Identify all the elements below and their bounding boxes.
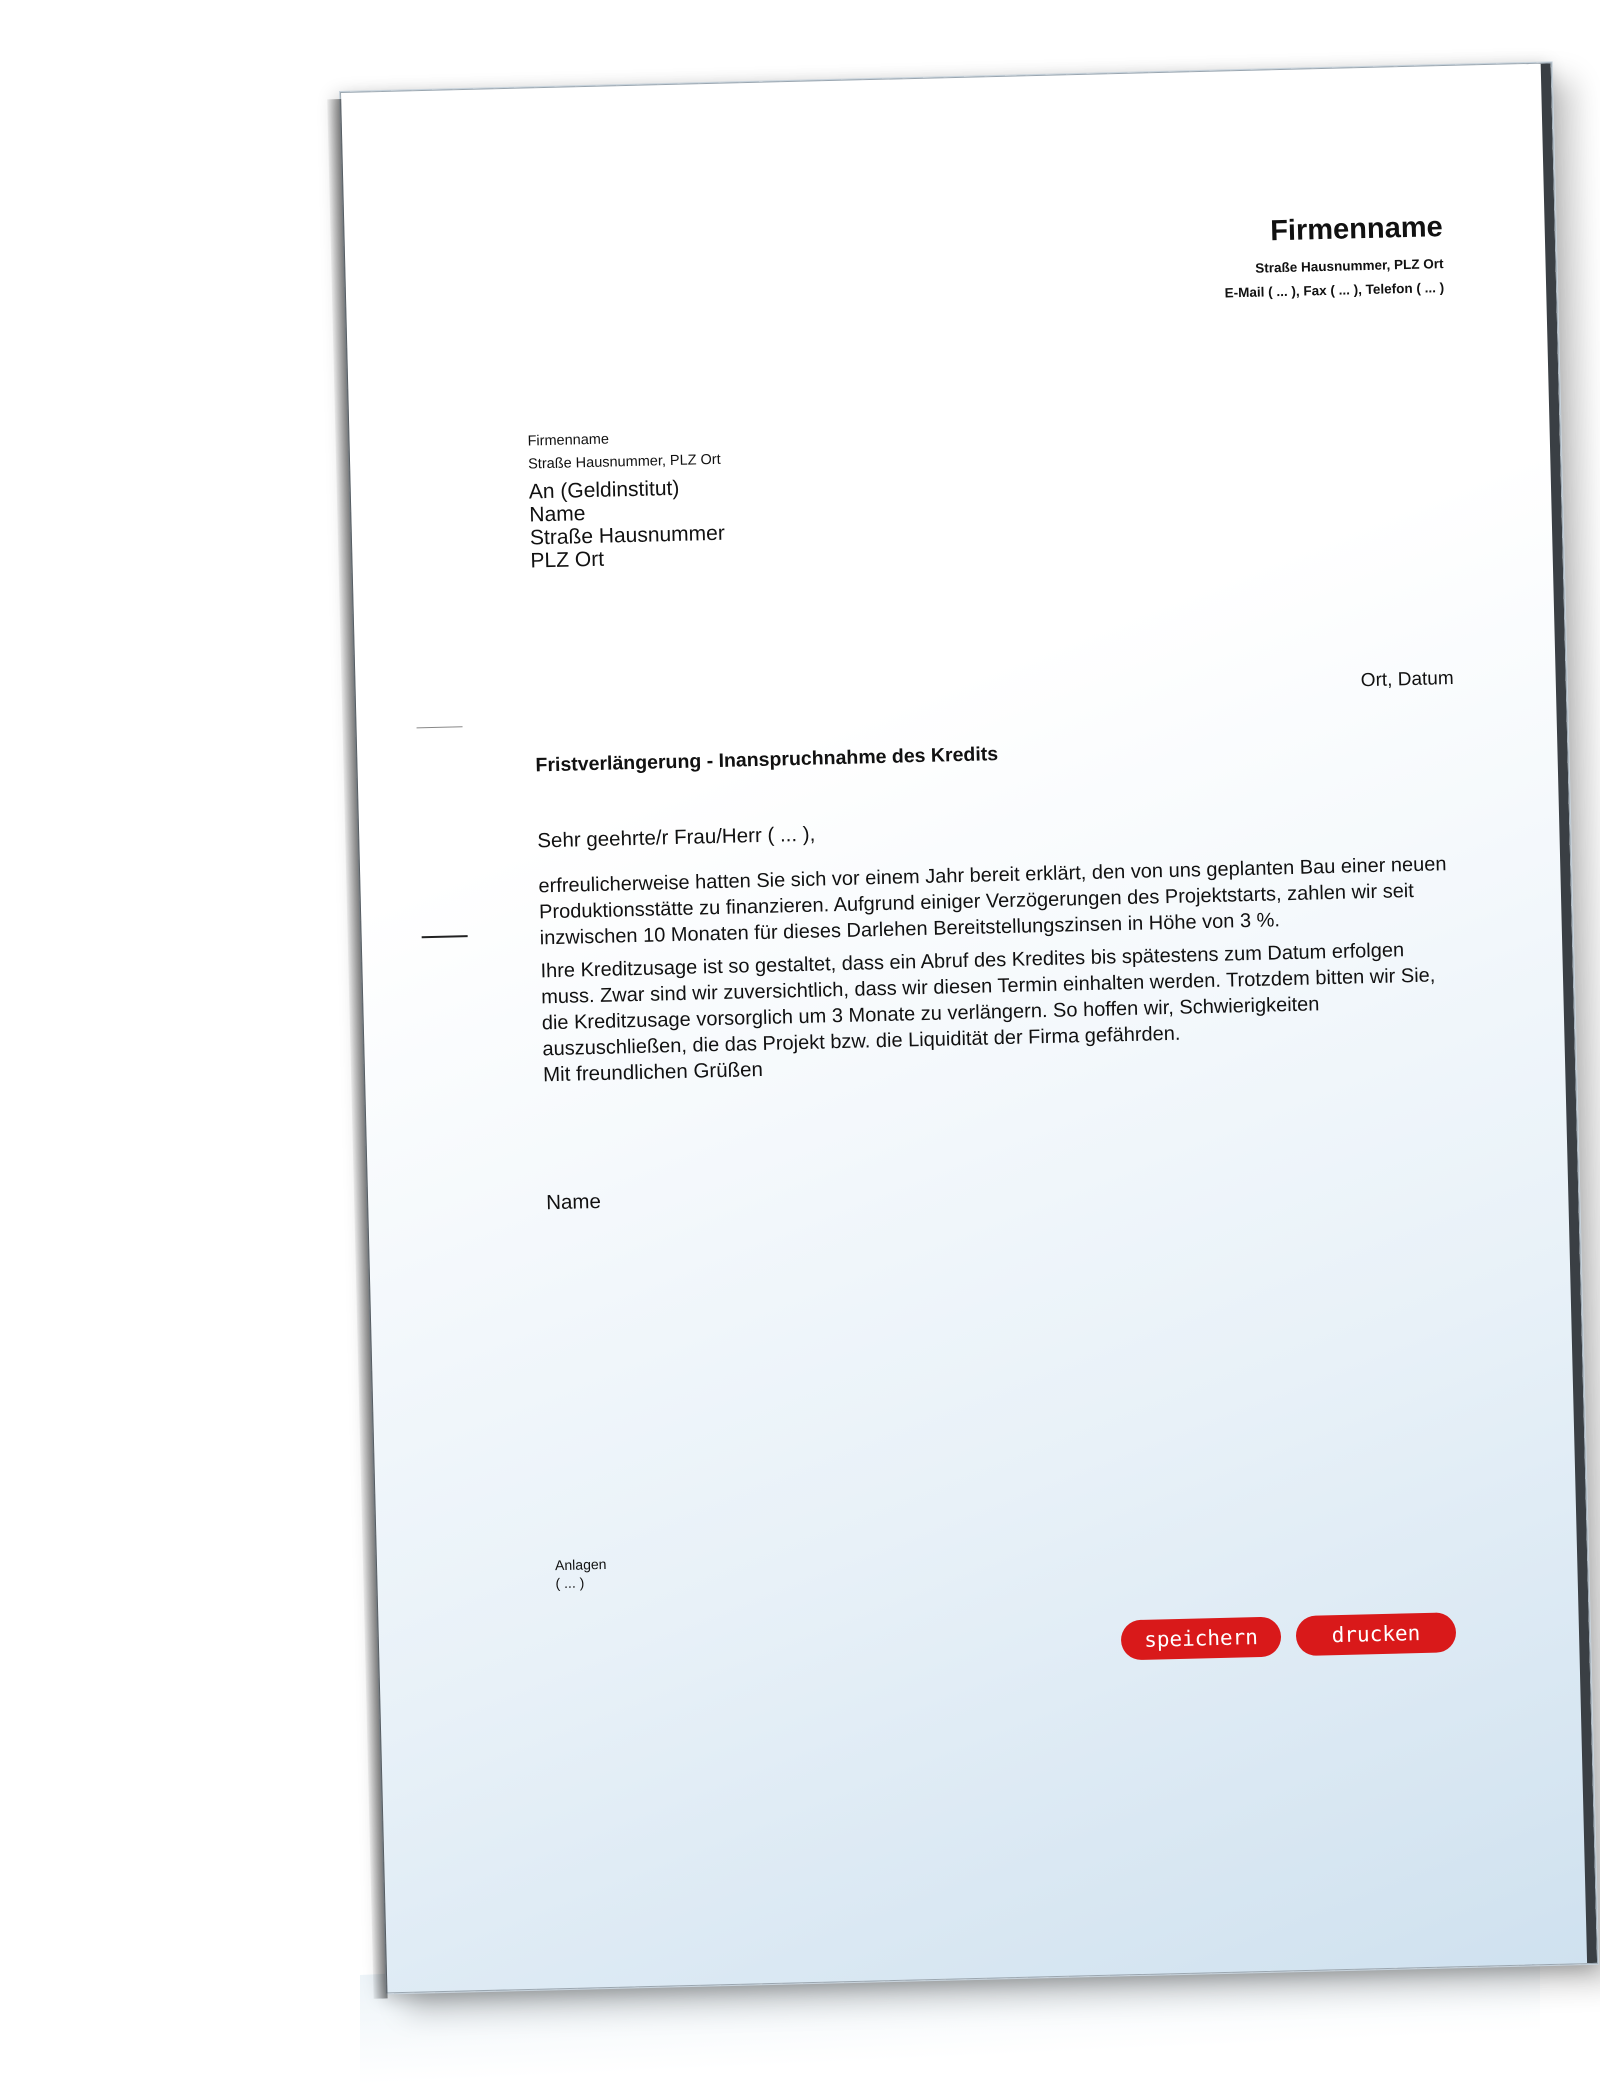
- letterhead-company-name: Firmenname: [1269, 211, 1444, 248]
- sender-line-2: Straße Hausnummer, PLZ Ort: [527, 451, 721, 473]
- body-paragraph-1: erfreulicherweise hatten Sie sich vor einem Jahr bereit erklärt, den von uns geplanten Bau einer neuen Produktionsstätte zu finanzieren. Aufgrund einiger Verzögerungen des Projektstarts, zahlen wir seit inzwischen 10 Monaten für dieses Darlehen Bereitstellungszinsen in Höhe von 3 %.: [538, 853, 1447, 950]
- save-button[interactable]: speichern: [1121, 1616, 1282, 1660]
- recipient-line-2: Name: [529, 502, 586, 527]
- letterhead-address: Straße Hausnummer, PLZ Ort: [1255, 256, 1444, 276]
- letterhead-contact: E-Mail ( ... ), Fax ( ... ), Telefon ( ... ): [1224, 280, 1445, 301]
- letter-salutation: Sehr geehrte/r Frau/Herr ( ... ),: [537, 822, 816, 853]
- recipient-line-3: Straße Hausnummer: [529, 521, 726, 550]
- letter-closing: Mit freundlichen Grüßen: [542, 1057, 764, 1087]
- attachments-label: Anlagen: [554, 1555, 607, 1574]
- attachments-value: ( ... ): [555, 1574, 585, 1592]
- punch-mark: [422, 935, 468, 938]
- letter-subject: Fristverlängerung - Inanspruchnahme des Kredits: [535, 743, 999, 777]
- body-paragraph-2: Ihre Kreditzusage ist so gestaltet, dass ein Abruf des Kredites bis spätestens zum Datum erfolgen muss. Zwar sind wir zuversichtlich, dass wir diesen Termin einhalten werden. Trotzdem bitten wir Sie, die Kreditzusage vorsorglich um 3 Monate zu verlängern. So hoffen wir, Schwierigkeiten auszuschließen, die das Projekt bzw. die Liquidität der Firma gefährden.: [540, 939, 1436, 1061]
- attachments: [555, 1555, 607, 1592]
- fold-mark-top: [417, 726, 463, 728]
- recipient-address: [529, 476, 726, 573]
- sender-return-address: [527, 426, 721, 477]
- letter-page: [340, 62, 1598, 1993]
- place-date: Ort, Datum: [1360, 667, 1454, 692]
- recipient-line-1: An (Geldinstitut): [528, 476, 680, 504]
- recipient-line-4: PLZ Ort: [530, 547, 605, 573]
- letterhead: [1223, 211, 1445, 305]
- sender-line-1: Firmenname: [527, 431, 610, 450]
- print-button[interactable]: drucken: [1296, 1612, 1457, 1656]
- signature-name: Name: [545, 1189, 602, 1215]
